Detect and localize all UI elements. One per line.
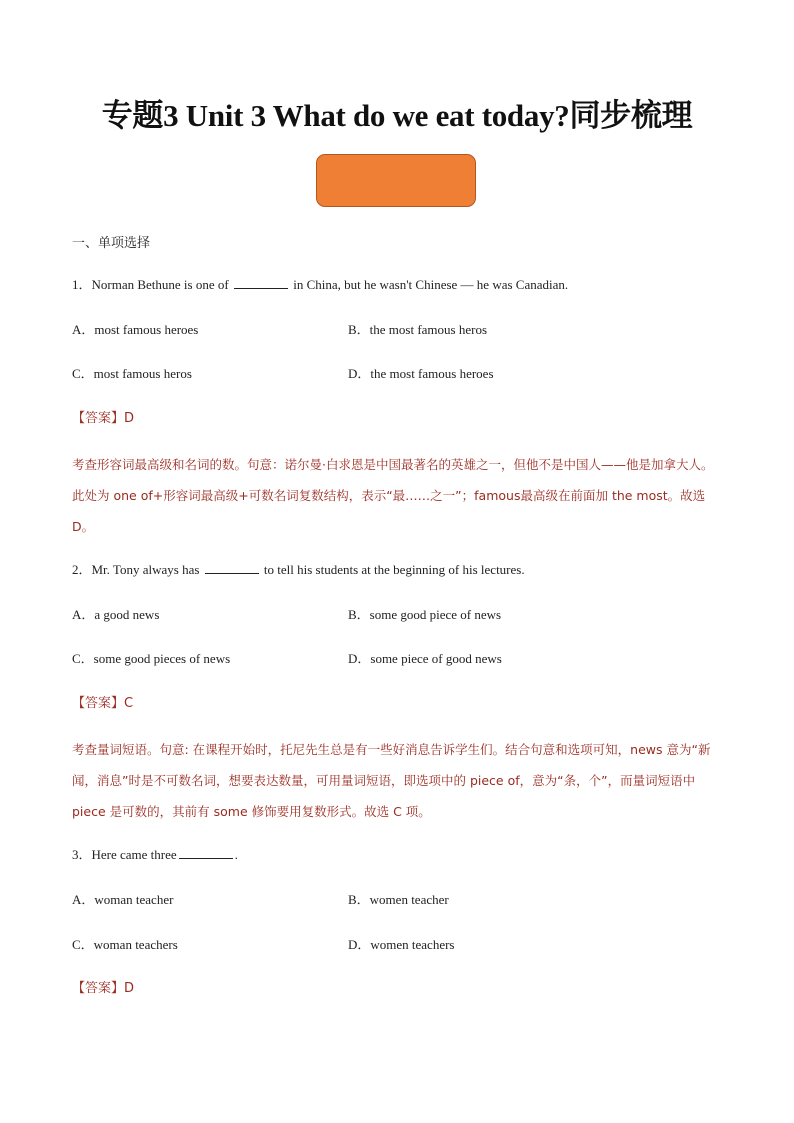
question-stem-start: 1．Norman Bethune is one of [72, 277, 232, 292]
answer-blank [205, 561, 259, 574]
question-stem [72, 276, 568, 294]
question-stem-end: to tell his students at the beginning of his lectures. [260, 562, 525, 577]
question-stem [72, 846, 238, 864]
option-b: B．women teacher [348, 892, 449, 907]
option-d: D．women teachers [348, 937, 455, 952]
question-stem-end: in China, but he wasn't Chinese — he was Canadian. [289, 277, 569, 292]
option-a: A．most famous heroes [72, 322, 199, 337]
question-stem-start: 2．Mr. Tony always has [72, 562, 203, 577]
explanation: 考查量词短语。句意: 在课程开始时，托尼先生总是有一些好消息告诉学生们。结合句意和选项可知，news 意为“新闻，消息”时是不可数名词，想要表达数量，可用量词短语，即选项中的 piece of，意为“条，个”，而量词短语中 piece 是可数的，其前有 some 修饰要用复数形式。故选 C 项。 [72, 742, 711, 819]
answer-blank [234, 276, 288, 289]
option-c: C．some good pieces of news [72, 651, 231, 666]
option-a: A．woman teacher [72, 892, 174, 907]
option-a: A．a good news [72, 607, 160, 622]
option-d: D．the most famous heroes [348, 366, 494, 381]
explanation: 考查形容词最高级和名词的数。句意：诺尔曼·白求恩是中国最著名的英雄之一，但他不是中国人——他是加拿大人。此处为 one of+形容词最高级+可数名词复数结构，表示“最……之一”；famous最高级在前面加 the most。故选 D。 [72, 457, 714, 534]
answer-blank [179, 846, 233, 859]
question-stem-end: . [234, 847, 238, 862]
section-heading: 一、单项选择 [72, 236, 151, 251]
answer-label: 【答案】C [72, 696, 134, 711]
answer-label: 【答案】D [72, 981, 135, 996]
title-banner [316, 154, 476, 207]
option-c: C．most famous heros [72, 366, 192, 381]
answer-label: 【答案】D [72, 411, 135, 426]
option-b: B．some good piece of news [348, 607, 502, 622]
page-title: 专题3 Unit 3 What do we eat today?同步梳理 [101, 98, 693, 133]
option-b: B．the most famous heros [348, 322, 488, 337]
question-stem [72, 561, 525, 579]
option-d: D．some piece of good news [348, 651, 502, 666]
question-stem-start: 3．Here came three [72, 847, 177, 862]
option-c: C．woman teachers [72, 937, 178, 952]
